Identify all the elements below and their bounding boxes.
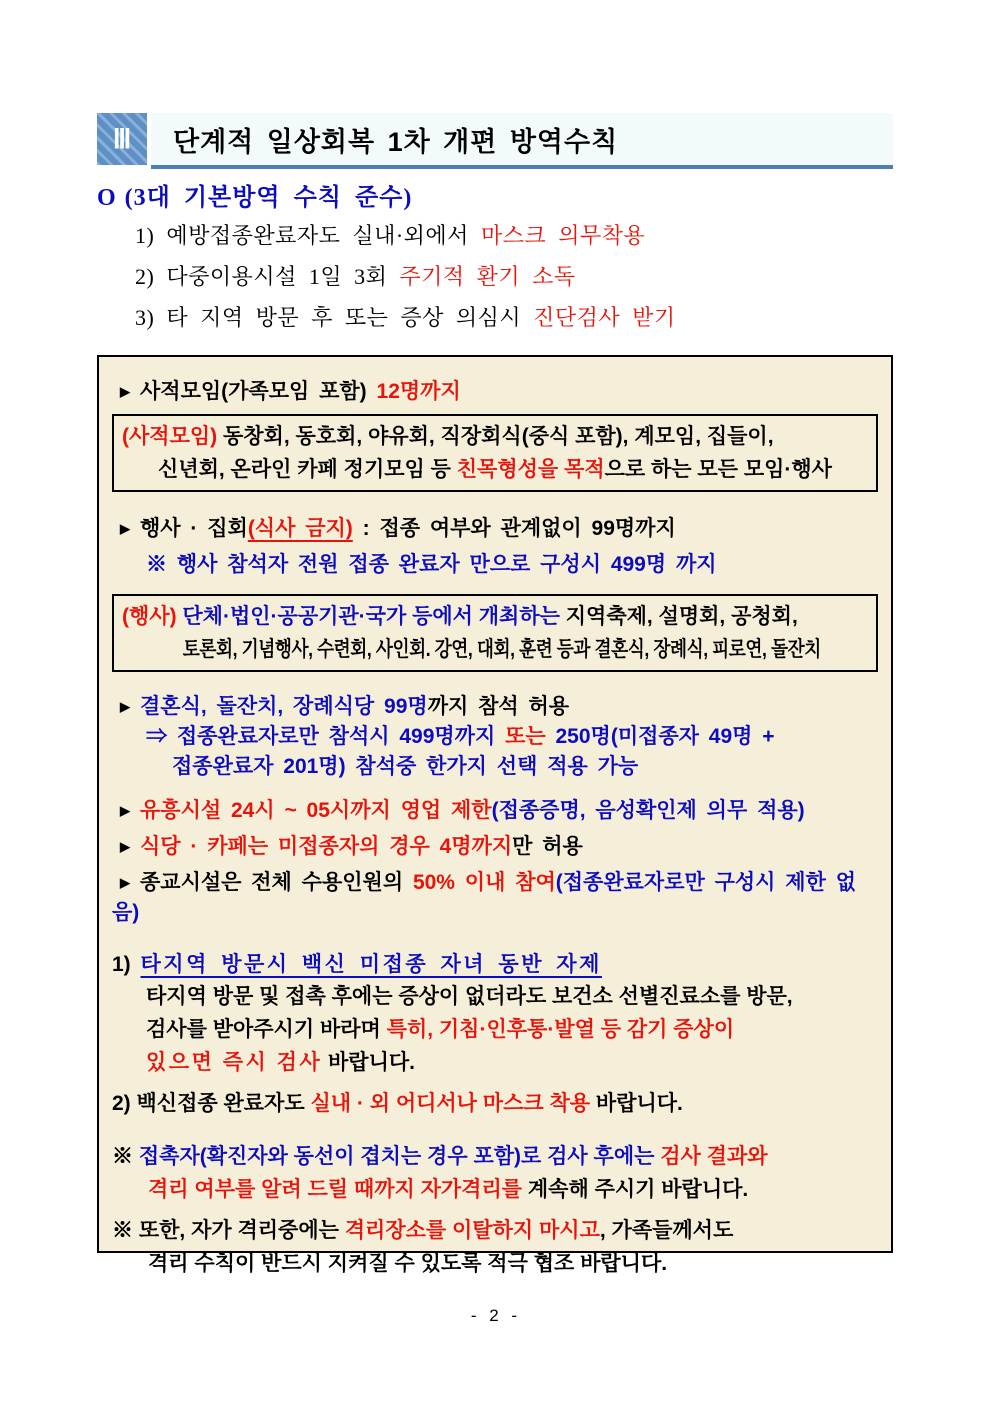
text-segment: 3) 타 지역 방문 후 또는 증상 의심시 xyxy=(135,305,534,330)
text-segment: (접종완료자로만 구성시 제한 없음) xyxy=(112,871,856,924)
entertainment-rule xyxy=(112,796,878,826)
triangle-bullet-icon: ▶ xyxy=(120,803,130,818)
text-segment: 250명(미접종자 49명 + xyxy=(545,725,775,748)
event-def-line1 xyxy=(122,600,868,633)
text-segment: 격리 여부를 알려 드릴 때까지 자가격리를 xyxy=(148,1178,523,1201)
text-segment: , 가족들께서도 xyxy=(599,1219,734,1242)
private-meeting-rule xyxy=(112,377,878,407)
text-segment: 접촉자(확진자와 동선이 겹치는 경우 포함)로 검사 후에는 xyxy=(138,1145,661,1168)
religious-rule xyxy=(112,868,878,928)
wedding-rule-text xyxy=(140,695,569,718)
text-segment: 계속해 주시기 바랍니다. xyxy=(522,1178,749,1201)
triangle-bullet-icon: ▶ xyxy=(120,521,130,536)
text-segment: 주기적 환기 소독 xyxy=(399,264,576,289)
reference-note-1-line1 xyxy=(112,1140,878,1173)
numbered-rule-1-line3 xyxy=(112,1046,878,1079)
section-title-band xyxy=(151,113,893,169)
triangle-bullet-icon: ▶ xyxy=(120,875,130,890)
text-segment: 격리 수칙이 반드시 지켜질 수 있도록 적극 협조 바랍니다. xyxy=(148,1252,668,1275)
circle-bullet-icon: O xyxy=(97,185,117,211)
event-def-line2 xyxy=(122,633,868,666)
text-segment: 단체·법인·공공기관·국가 등에서 개최하는 xyxy=(176,605,566,628)
basic-rule-item-1 xyxy=(135,215,897,256)
triangle-bullet-icon: ▶ xyxy=(120,384,130,399)
event-rule xyxy=(112,514,878,544)
text-segment: 행사 · 집회 xyxy=(140,517,248,540)
restaurant-rule xyxy=(112,832,878,862)
event-definition-box xyxy=(112,594,878,672)
text-segment: 신년회, 온라인 카페 정기모임 등 xyxy=(158,458,457,481)
text-segment: ※ 또한, 자가 격리중에는 xyxy=(112,1219,345,1242)
event-def-line2-text xyxy=(183,633,821,666)
text-segment: (사적모임) xyxy=(122,425,218,448)
basic-rule-item-3 xyxy=(135,297,897,338)
text-segment: 유흥시설 24시 ~ 05시까지 영업 제한 xyxy=(140,799,492,822)
text-segment: 동창회, 동호회, 야유회, 직장회식(중식 포함), 계모임, 집들이, xyxy=(217,425,774,448)
text-segment: 1) xyxy=(112,953,141,976)
text-segment: 검사를 받아주시기 바라며 xyxy=(146,1018,387,1041)
section-header xyxy=(97,113,893,169)
numbered-rule-1-line1 xyxy=(112,980,878,1013)
text-segment: 1) 예방접종완료자도 실내·외에서 xyxy=(135,223,481,248)
text-segment: (식사 금지) xyxy=(247,517,353,540)
text-segment: 바랍니다. xyxy=(322,1051,415,1074)
text-segment: 결혼식, 돌잔치, 장례식당 99명 xyxy=(140,695,428,718)
section-title: 단계적 일상회복 1차 개편 방역수칙 xyxy=(173,126,619,157)
text-segment: 실내 · 외 어디서나 마스크 착용 xyxy=(310,1092,591,1115)
text-segment: 친목형성을 목적 xyxy=(456,458,605,481)
text-segment: 까지 참석 허용 xyxy=(427,695,570,718)
text-segment: 종교시설은 전체 수용인원의 xyxy=(140,871,413,894)
text-segment: ※ 행사 참석자 전원 접종 완료자 만으로 구성시 499명 까지 xyxy=(146,553,717,576)
basic-rule-item-2 xyxy=(135,256,897,297)
text-segment: 토론회, 기념행사, 수련회, 사인회. 강연, 대회, 훈련 등과 결혼식, 장례식, 피로연, 돌잔치 xyxy=(182,638,821,661)
text-segment: 검사 결과와 xyxy=(660,1145,768,1168)
reference-note-2-line1 xyxy=(112,1214,878,1247)
wedding-rule-sub2 xyxy=(112,752,878,782)
private-meeting-def-line1 xyxy=(122,420,868,453)
wedding-rule-sub1 xyxy=(112,722,878,752)
triangle-bullet-icon: ▶ xyxy=(120,699,130,714)
page-number: - 2 - xyxy=(470,1306,522,1325)
text-segment: 2) 다중이용시설 1일 3회 xyxy=(135,264,400,289)
quarantine-rules-box xyxy=(97,355,893,1275)
text-segment: 12명까지 xyxy=(376,380,461,403)
text-segment: 또는 xyxy=(505,725,546,748)
triangle-bullet-icon: ▶ xyxy=(120,839,130,854)
section-numeral-badge xyxy=(97,113,147,165)
wedding-rule xyxy=(112,692,878,722)
basic-rules-heading-text: (3대 기본방역 수칙 준수) xyxy=(124,185,413,211)
basic-rules-section xyxy=(97,181,897,338)
section-numeral: Ⅲ xyxy=(112,123,132,154)
text-segment: (접종증명, 음성확인제 의무 적용) xyxy=(491,799,805,822)
text-segment: ⇒ 접종완료자로만 참석시 499명까지 xyxy=(146,725,506,748)
text-segment: 접종완료자 201명) 참석중 한가지 선택 적용 가능 xyxy=(172,755,639,778)
text-segment: 바랍니다. xyxy=(590,1092,683,1115)
text-segment: 타지역 방문 및 접촉 후에는 증상이 없더라도 보건소 선별진료소를 방문, xyxy=(146,985,793,1008)
text-segment: 마스크 의무착용 xyxy=(480,223,646,248)
numbered-rule-1-heading xyxy=(112,950,878,980)
numbered-rule-2 xyxy=(112,1087,878,1120)
reference-note-1 xyxy=(112,1140,878,1206)
reference-note-2 xyxy=(112,1214,878,1280)
text-segment: 지역축제, 설명회, 공청회, xyxy=(565,605,798,628)
basic-rules-heading xyxy=(97,181,897,215)
reference-note-1-line2 xyxy=(148,1173,878,1206)
numbered-rule-1-line2 xyxy=(112,1013,878,1046)
event-rule-note xyxy=(112,550,878,580)
reference-note-2-line2 xyxy=(148,1247,878,1280)
text-segment: 2) 백신접종 완료자도 xyxy=(112,1092,311,1115)
entertainment-rule-text xyxy=(140,799,805,822)
text-segment: (행사) xyxy=(122,605,177,628)
text-segment: 사적모임(가족모임 포함) xyxy=(140,380,377,403)
text-segment: 특히, 기침·인후통·발열 등 감기 증상이 xyxy=(386,1018,735,1041)
private-meeting-text xyxy=(140,380,461,403)
text-segment: 진단검사 받기 xyxy=(533,305,676,330)
event-rule-text xyxy=(140,517,676,540)
text-segment: ※ xyxy=(112,1145,139,1168)
text-segment: 으로 하는 모든 모임·행사 xyxy=(604,458,832,481)
text-segment: : 접종 여부와 관계없이 99명까지 xyxy=(352,517,676,540)
private-meeting-definition-box xyxy=(112,414,878,492)
religious-rule-text xyxy=(112,871,856,924)
text-segment: 있으면 즉시 검사 xyxy=(146,1051,323,1074)
private-meeting-def-line2 xyxy=(122,453,868,486)
text-segment: 만 허용 xyxy=(512,835,583,858)
text-segment: 타지역 방문시 백신 미접종 자녀 동반 자제 xyxy=(140,953,602,976)
text-segment: 격리장소를 이탈하지 마시고 xyxy=(344,1219,600,1242)
text-segment: 50% 이내 참여 xyxy=(412,871,556,894)
text-segment: 식당 · 카페는 미접종자의 경우 4명까지 xyxy=(140,835,513,858)
restaurant-rule-text xyxy=(140,835,583,858)
